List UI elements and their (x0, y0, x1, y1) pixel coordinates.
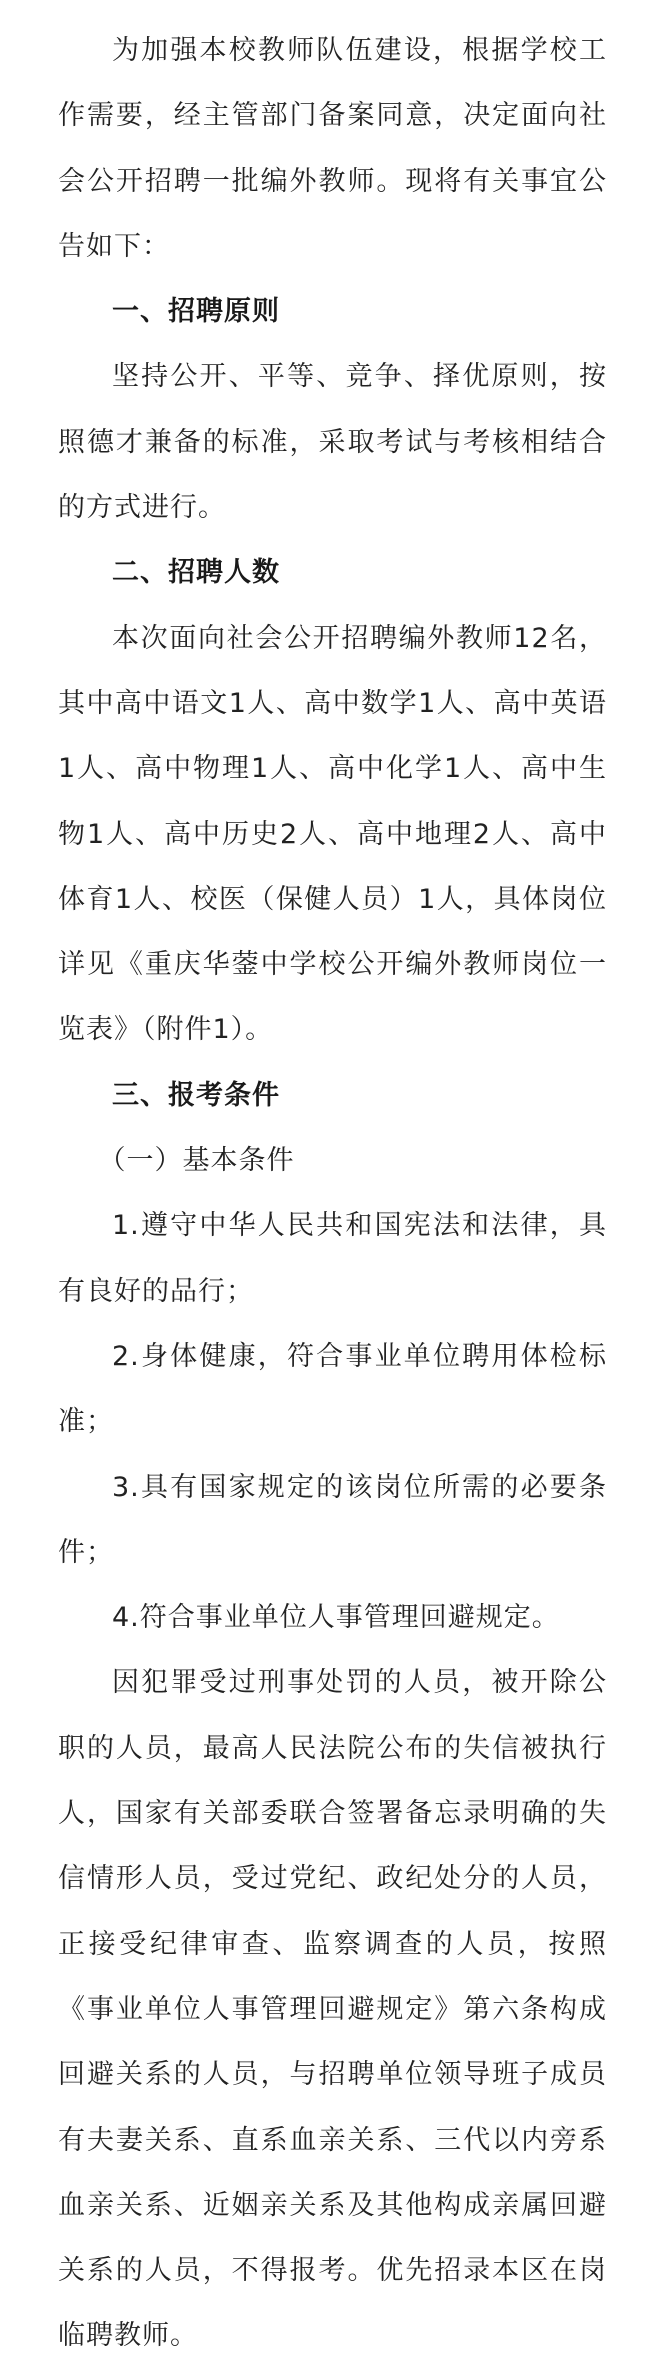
condition-item-2: 2.身体健康，符合事业单位聘用体检标准； (58, 1340, 607, 1438)
exclusion-paragraph: 因犯罪受过刑事处罚的人员，被开除公职的人员，最高人民法院公布的失信被执行人，国家有关部委联合签署备忘录明确的失信情形人员，受过党纪、政纪处分的人员，正接受纪律审查、监察调查的人员，按照《事业单位人事管理回避规定》第六条构成回避关系的人员，与招聘单位领导班子成员有夫妻关系、直系血亲关系、三代以内旁系血亲关系、近姻亲关系及其他构成亲属回避关系的人员，不得报考。优先招录本区在岗临聘教师。 (58, 1667, 607, 2352)
intro-paragraph: 为加强本校教师队伍建设，根据学校工作需要，经主管部门备案同意，决定面向社会公开招聘一批编外教师。现将有关事宜公告如下： (58, 35, 607, 262)
condition-item-3: 3.具有国家规定的该岗位所需的必要条件； (58, 1471, 607, 1568)
subheading-basic-conditions: （一）基本条件 (98, 1145, 295, 1177)
section-heading-headcount: 二、招聘人数 (112, 557, 280, 589)
headcount-paragraph: 本次面向社会公开招聘编外教师12名，其中高中语文1人、高中数学1人、高中英语1人、高中物理1人、高中化学1人、高中生物1人、高中历史2人、高中地理2人、高中体育1人、校医（保健人员）1人，具体岗位详见《重庆华蓥中学校公开编外教师岗位一览表》（附件1）。 (58, 622, 607, 1046)
principles-paragraph: 坚持公开、平等、竞争、择优原则，按照德才兼备的标准，采取考试与考核相结合的方式进行。 (58, 361, 607, 524)
section-heading-requirements: 三、报考条件 (112, 1079, 280, 1111)
condition-item-1: 1.遵守中华人民共和国宪法和法律，具有良好的品行； (58, 1210, 607, 1307)
condition-item-4: 4.符合事业单位人事管理回避规定。 (112, 1602, 560, 1634)
section-heading-principles: 一、招聘原则 (112, 296, 280, 328)
